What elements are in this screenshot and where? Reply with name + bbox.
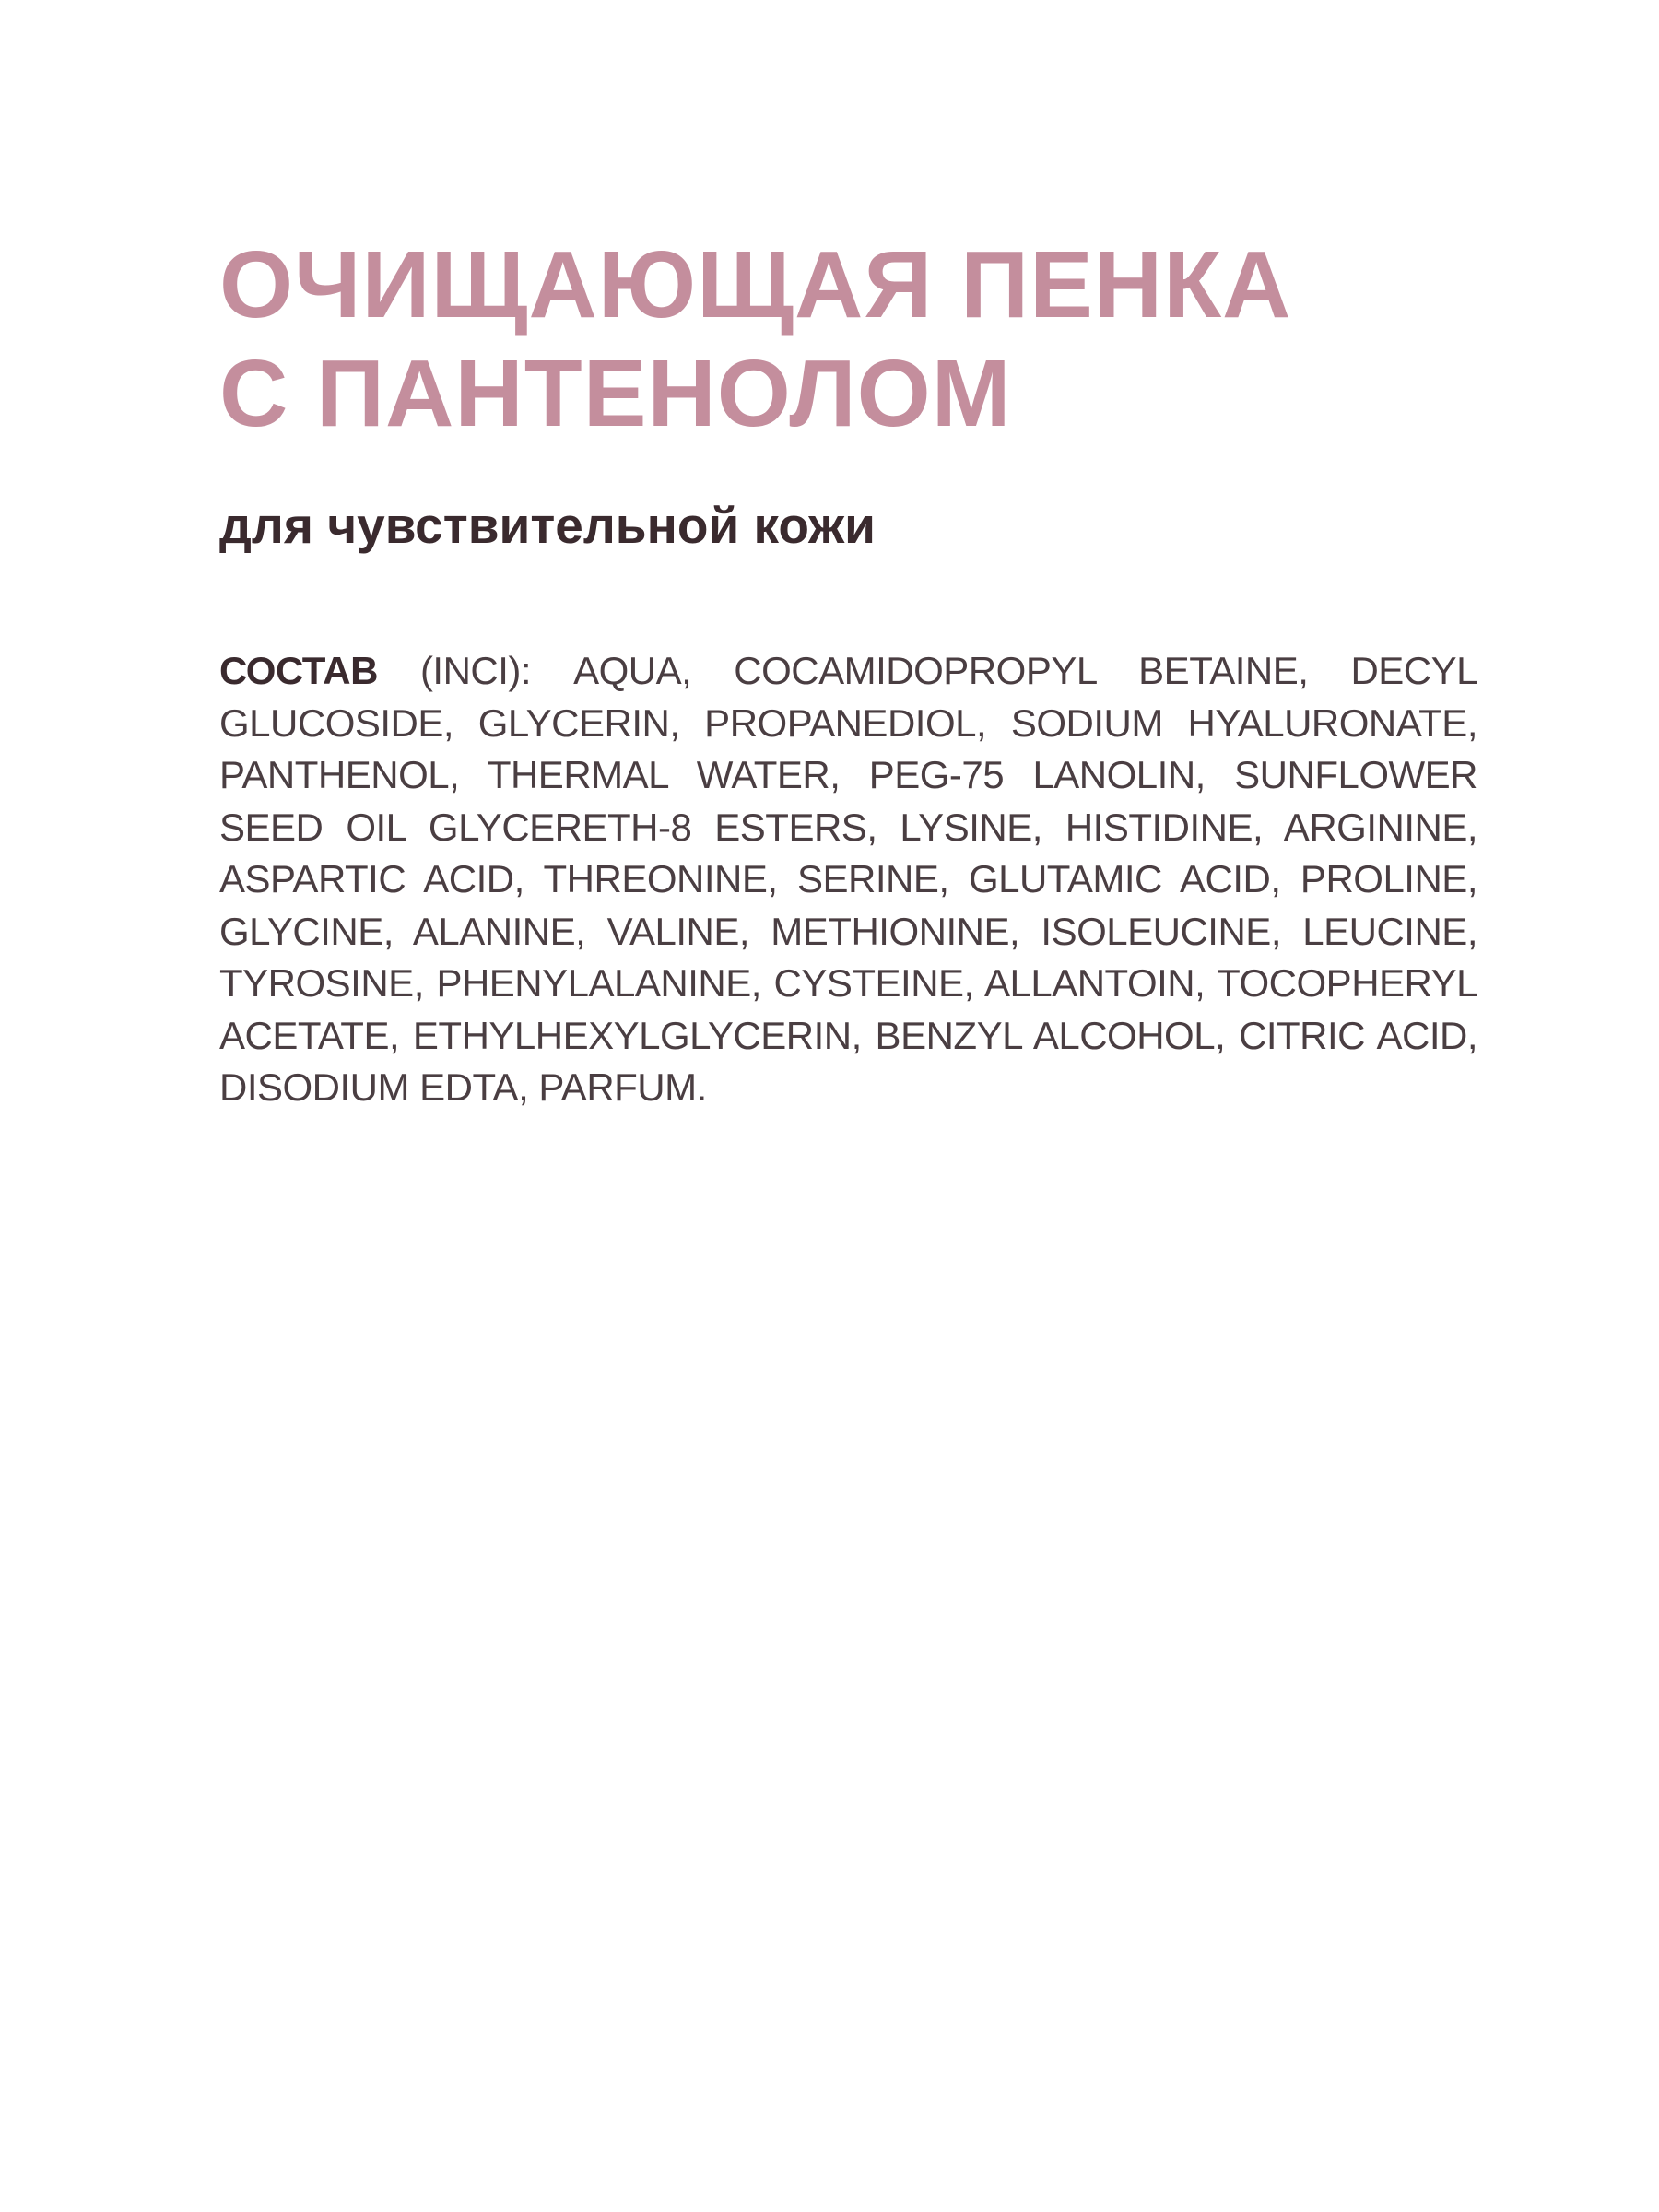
product-title [219,230,1477,448]
product-subtitle: для чувствительной кожи [219,497,876,554]
product-title-line-2: С ПАНТЕНОЛОМ [219,340,1012,446]
composition-paragraph [219,645,1477,1114]
composition-label: СОСТАВ [219,649,378,692]
product-info [219,230,1477,1114]
composition-ingredients: (INCI): AQUA, COCAMIDOPROPYL BETAINE, DECYL GLUCOSIDE, GLYCERIN, PROPANEDIOL, SODIUM HYALURONATE, PANTHENOL, THERMAL WATER, PEG-75 LANOLIN, SUNFLOWER SEED OIL GLYCERETH-8 ESTERS, LYSINE, HISTIDINE, ARGININE, ASPARTIC ACID, THREONINE, SERINE, GLUTAMIC ACID, PROLINE, GLYCINE, ALANINE, VALINE, METHIONINE, ISOLEUCINE, LEUCINE, TYROSINE, PHENYLALANINE, CYSTEINE, ALLANTOIN, TOCOPHERYL ACETATE, ETHYLHEXYLGLYCERIN, BENZYL ALCOHOL, CITRIC ACID, DISODIUM EDTA, PARFUM. [219,649,1477,1109]
product-title-line-1: ОЧИЩАЮЩАЯ ПЕНКА [219,231,1292,337]
